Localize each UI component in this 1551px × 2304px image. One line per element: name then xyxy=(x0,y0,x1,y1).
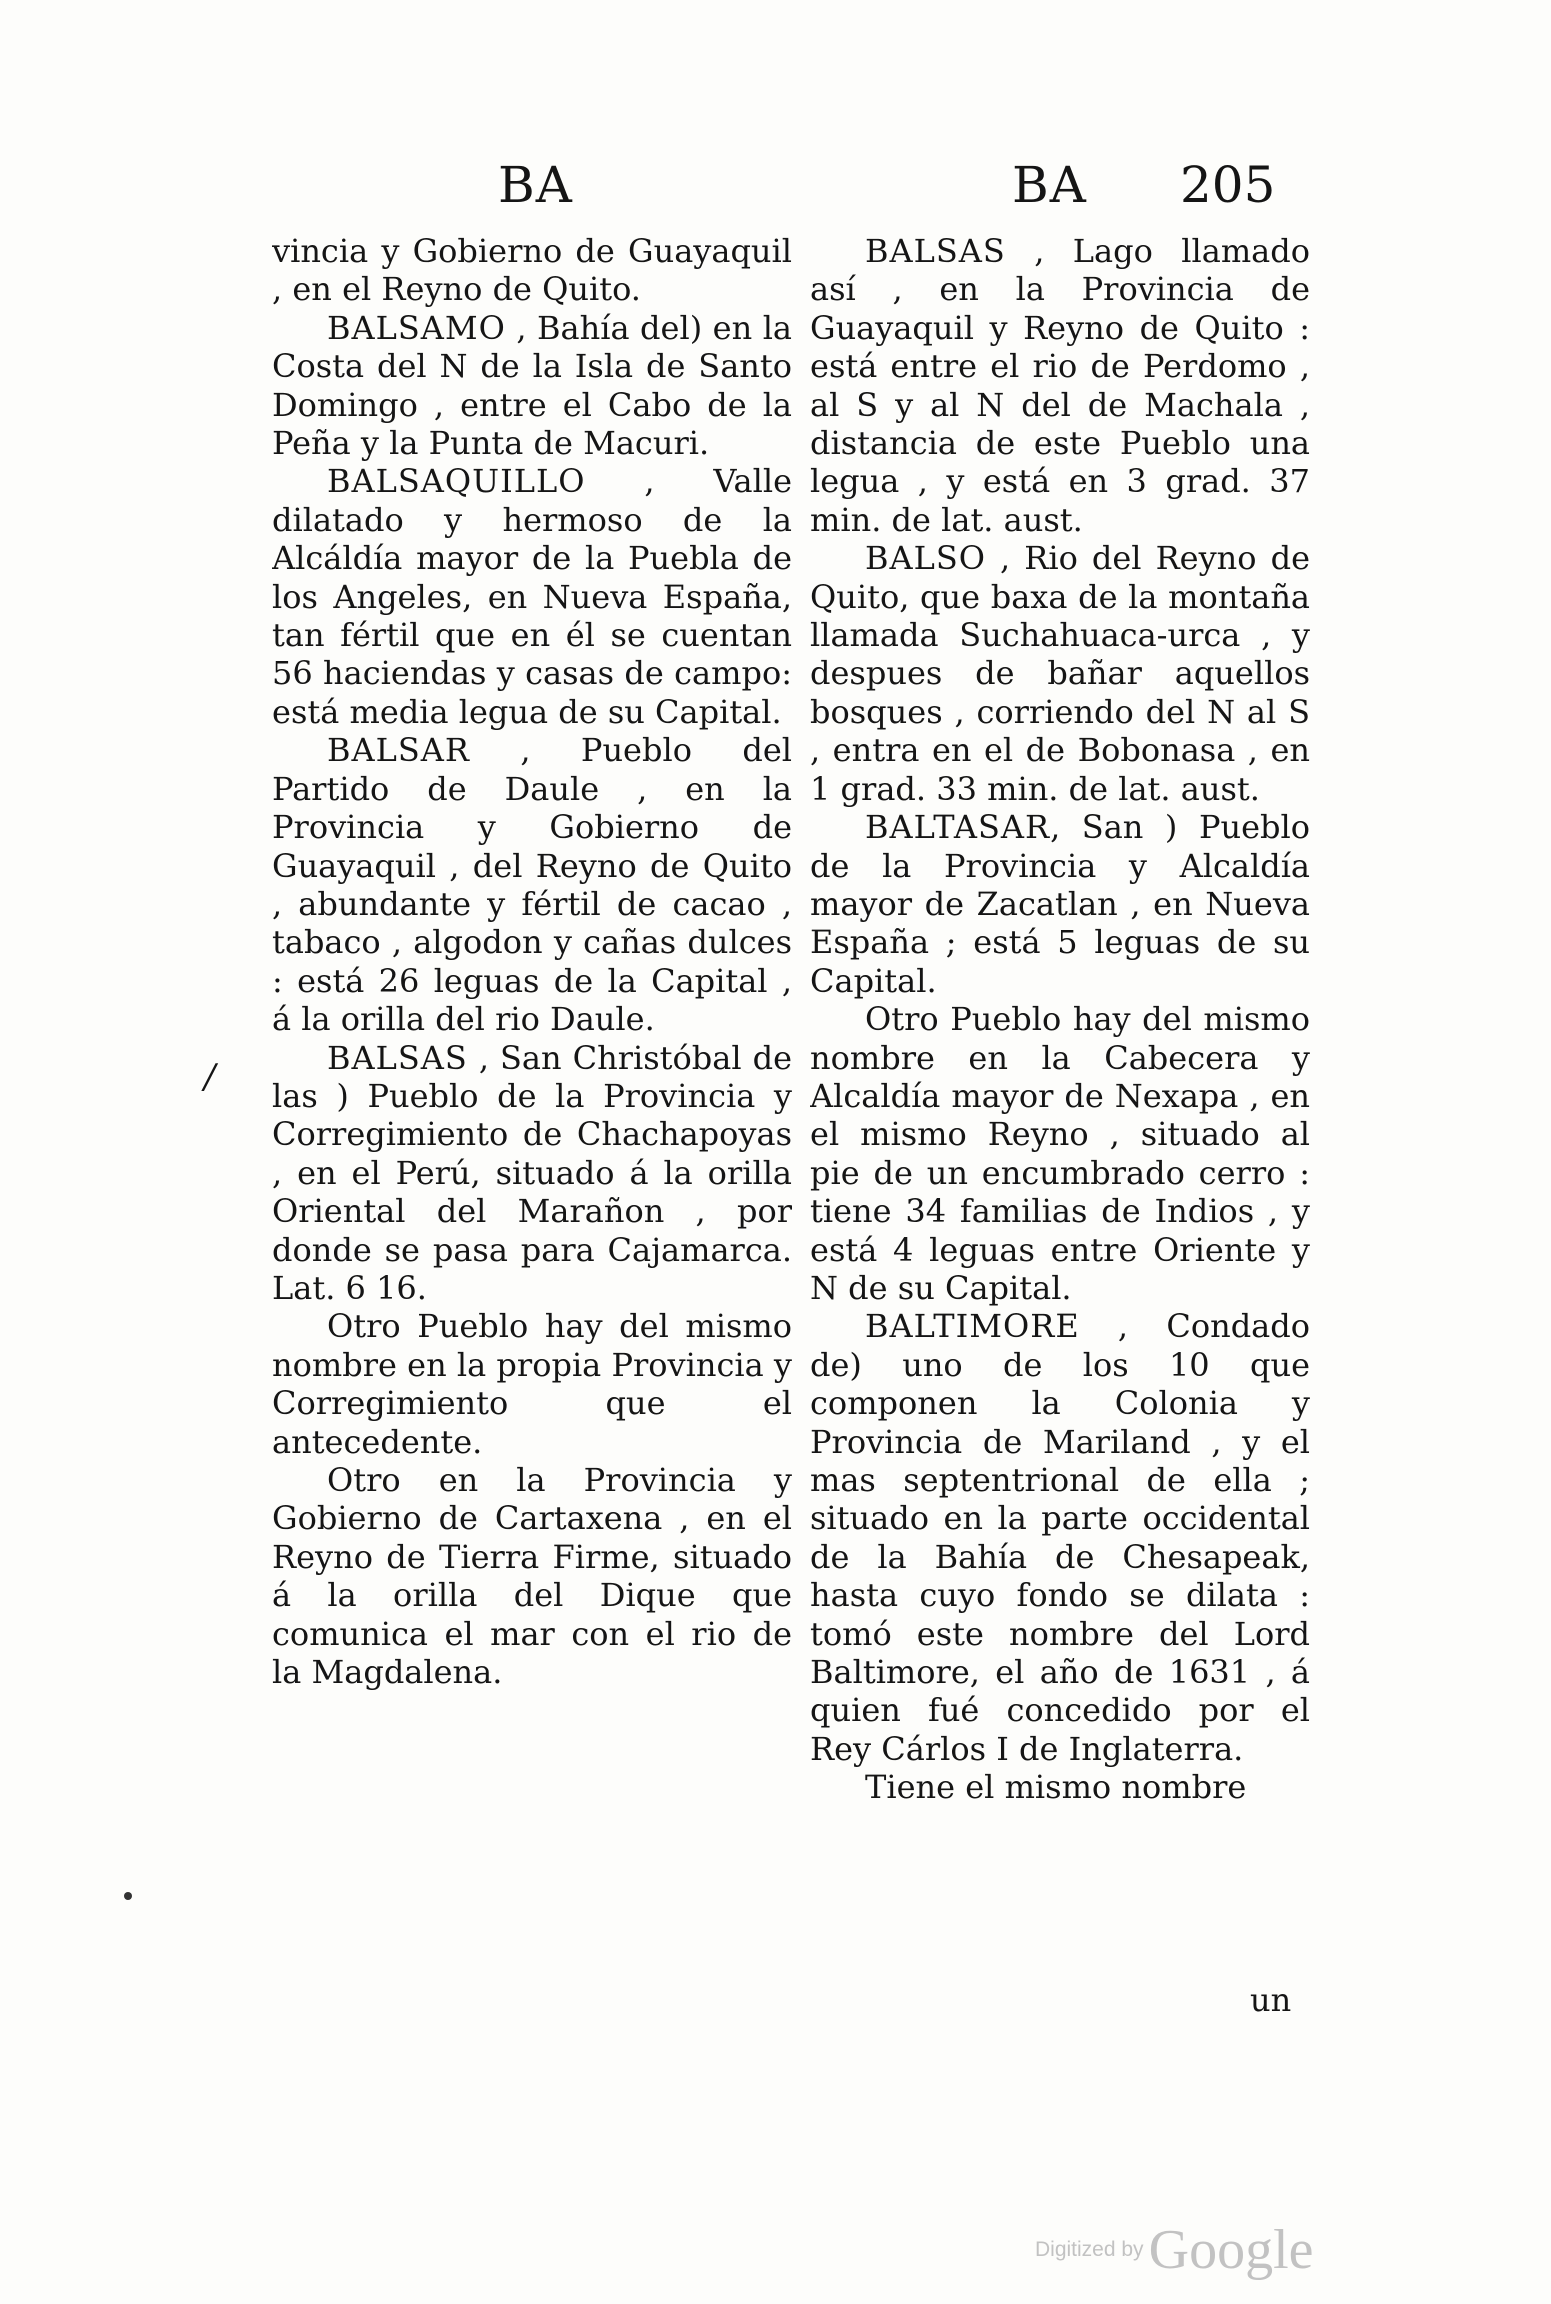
entry-text: , Lago llamado así , en la Provincia de Guayaquil y Reyno de Quito : está entre el rio de Perdomo , al S y al N del de Machala , distancia de este Pueblo una legua , y está en 3 grad. 37 min. de lat. aust. xyxy=(810,232,1310,539)
dictionary-entry xyxy=(810,232,1310,539)
right-running-head: BA xyxy=(1012,156,1087,214)
entry-text: , Bahía del) en la Costa del N de la Isla de Santo Domingo , entre el Cabo de la Peña y la Punta de Macuri. xyxy=(272,308,792,463)
entry-headword: BALSAQUILLO xyxy=(327,462,586,501)
dictionary-entry xyxy=(810,1307,1310,1768)
watermark-prefix: Digitized by xyxy=(1035,2238,1144,2261)
dictionary-entry xyxy=(272,1461,792,1691)
entry-headword: BALSO xyxy=(865,539,987,578)
left-running-head: BA xyxy=(498,156,573,214)
google-logo: Google xyxy=(1148,2219,1314,2281)
entry-text: Otro Pueblo hay del mismo nombre en la Cabecera y Alcaldía mayor de Nexapa , en el mismo Reyno , situado al pie de un encumbrado cerro : tiene 34 familias de Indios , y está 4 leguas entre Oriente y N de su Capital. xyxy=(810,1000,1310,1307)
entry-headword: BALSAMO xyxy=(327,308,506,347)
entry-headword: BALTIMORE xyxy=(865,1307,1080,1346)
dictionary-entry xyxy=(810,1768,1310,1806)
dictionary-entry xyxy=(810,808,1310,1000)
dictionary-entry xyxy=(272,1307,792,1461)
entry-headword: BALSAS xyxy=(327,1038,468,1077)
entry-headword: BALSAS xyxy=(865,232,1006,270)
entry-text: , Valle dilatado y hermoso de la Alcáldía mayor de la Puebla de los Angeles, en Nueva España, tan fértil que en él se cuentan 56 haciendas y casas de campo: está media legua de su Capital. xyxy=(272,462,792,731)
page-number: 205 xyxy=(1180,156,1276,214)
dictionary-entry xyxy=(810,1000,1310,1307)
marginal-mark: / xyxy=(204,1057,216,1097)
entry-text: Otro en la Provincia y Gobierno de Cartaxena , en el Reyno de Tierra Firme, situado á la orilla del Dique que comunica el mar con el rio de la Magdalena. xyxy=(272,1461,792,1692)
entry-headword: BALSAR xyxy=(327,731,470,770)
dictionary-entry xyxy=(272,232,792,309)
entry-text: , Rio del Reyno de Quito, que baxa de la montaña llamada Suchahuaca-urca , y despues de bañar aquellos bosques , corriendo del N al S , entra en el de Bobonasa , en 1 grad. 33 min. de lat. aust. xyxy=(810,539,1310,808)
google-watermark xyxy=(1035,2218,1314,2282)
ink-dot xyxy=(124,1892,132,1900)
running-header xyxy=(0,150,1551,220)
dictionary-entry xyxy=(272,1039,792,1308)
entry-text: , Condado de) uno de los 10 que componen la Colonia y Provincia de Mariland , y el mas septentrional de ella ; situado en la parte occidental de la Bahía de Chesapeak, hasta cuyo fondo se dilata : tomó este nombre del Lord Baltimore, el año de 1631 , á quien fué concedido por el Rey Cárlos I de Inglaterra. xyxy=(810,1307,1310,1768)
entry-text: vincia y Gobierno de Guayaquil , en el Reyno de Quito. xyxy=(272,232,792,309)
entry-text: , San ) Pueblo de la Provincia y Alcaldía mayor de Zacatlan , en Nueva España ; está 5 leguas de su Capital. xyxy=(810,808,1310,1000)
right-column xyxy=(810,232,1310,1992)
entry-text: , San Christóbal de las ) Pueblo de la Provincia y Corregimiento de Chachapoyas , en el Perú, situado á la orilla Oriental del Marañon , por donde se pasa para Cajamarca. Lat. 6 16. xyxy=(272,1038,792,1307)
dictionary-entry xyxy=(272,309,792,463)
entry-headword: BALTASAR xyxy=(865,808,1051,847)
entry-text: , Pueblo del Partido de Daule , en la Provincia y Gobierno de Guayaquil , del Reyno de Quito , abundante y fértil de cacao , tabaco , algodon y cañas dulces : está 26 leguas de la Capital , á la orilla del rio Daule. xyxy=(272,731,792,1039)
dictionary-entry xyxy=(272,462,792,731)
catchword: un xyxy=(1250,1981,1292,2019)
left-column xyxy=(272,232,792,1992)
dictionary-entry xyxy=(810,539,1310,808)
entry-text: Otro Pueblo hay del mismo nombre en la propia Provincia y Corregimiento que el antecedente. xyxy=(272,1307,792,1461)
dictionary-entry xyxy=(272,731,792,1038)
entry-text: Tiene el mismo nombre xyxy=(865,1768,1247,1807)
